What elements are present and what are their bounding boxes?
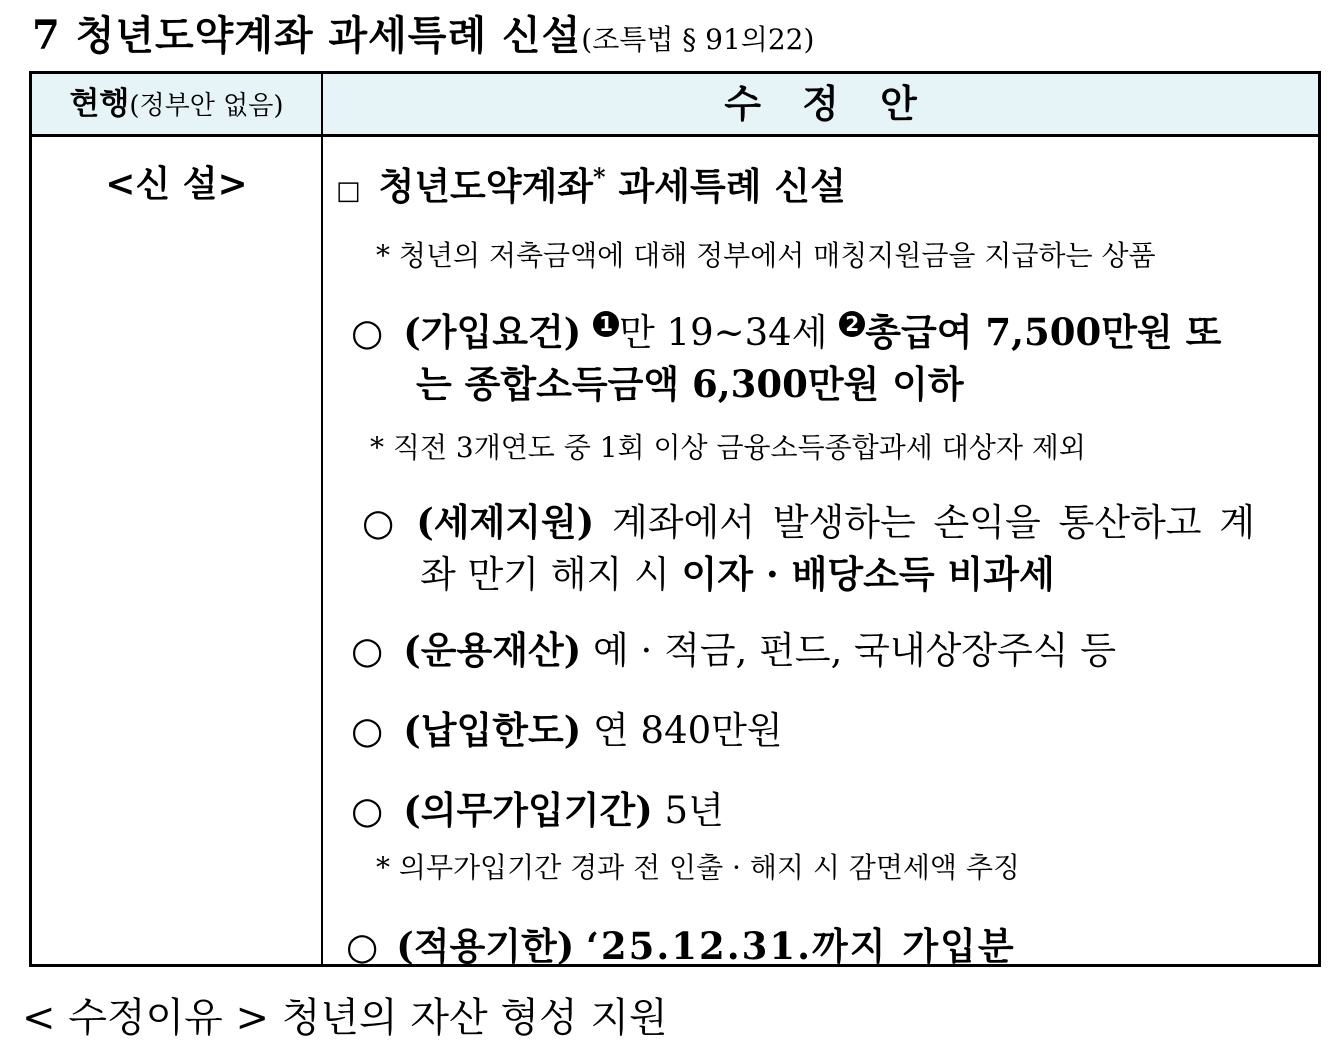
join-marker: ○ [351, 311, 384, 354]
headline-marker: □ [336, 176, 361, 206]
header-revision: 수 정 안 [724, 81, 917, 126]
revision-reason [22, 986, 668, 1043]
join-salary: 총급여 7,500만원 또 [865, 310, 1222, 354]
limit-label: (납입한도) [403, 708, 582, 752]
number-two-icon: 2 [839, 311, 865, 337]
tax-text-plain: 좌 만기 해지 시 [420, 553, 670, 596]
join-continued: 는 종합소득금액 6,300만원 이하 [416, 362, 964, 406]
tax-label: (세제지원) [416, 500, 595, 544]
tax-marker: ○ [362, 501, 395, 544]
period-note: * 의무가입기간 경과 전 인출 · 해지 시 감면세액 추징 [376, 851, 1020, 884]
asset-label: (운용재산) [403, 628, 582, 672]
join-age: 만 19~34세 [619, 311, 828, 354]
deadline-marker: ○ [346, 925, 379, 968]
section-title [32, 4, 814, 61]
period-label: (의무가입기간) [403, 788, 653, 832]
deadline-text: ‘25.12.31.까지 가입분 [586, 924, 1016, 968]
headline-text: 청년도약계좌 [378, 164, 594, 208]
headline-row [336, 156, 846, 210]
asset-marker: ○ [351, 629, 384, 672]
join-note: * 직전 3개연도 중 1회 이상 금융소득종합과세 대상자 제외 [370, 431, 1086, 464]
asset-text: 예 · 적금, 펀드, 국내상장주식 등 [593, 629, 1117, 672]
column-divider [321, 74, 323, 964]
deadline-row [346, 916, 1016, 970]
period-marker: ○ [351, 789, 384, 832]
reason-text: 청년의 자산 형성 지원 [281, 995, 668, 1041]
number-one-icon: 1 [593, 311, 619, 337]
period-text: 5년 [664, 789, 724, 832]
title-law-ref: (조특법 § 91의22) [581, 23, 815, 56]
headline-note: * 청년의 저축금액에 대해 정부에서 매칭지원금을 지급하는 상품 [376, 239, 1156, 272]
join-row [351, 302, 1221, 356]
limit-row [351, 700, 783, 754]
limit-text: 연 840만원 [593, 709, 783, 752]
current-cell-new: <신 설> [105, 163, 248, 205]
headline-star: * [593, 162, 606, 192]
tax-continued [420, 544, 1055, 598]
asset-row [351, 620, 1116, 674]
limit-marker: ○ [351, 709, 384, 752]
reason-label: < 수정이유 > [22, 995, 270, 1041]
header-current [32, 74, 321, 134]
join-label: (가입요건) [403, 310, 582, 354]
tax-row [362, 492, 1255, 546]
tax-text: 계좌에서 발생하는 손익을 통산하고 계 [612, 501, 1255, 544]
headline-rest: 과세특례 신설 [618, 164, 846, 208]
header-current-label: 현행 [69, 86, 130, 122]
deadline-label: (적용기한) [396, 924, 575, 968]
header-current-note: (정부안 없음) [129, 91, 284, 121]
period-row [351, 780, 724, 834]
table-header [32, 74, 1318, 137]
amendment-table [29, 71, 1321, 967]
tax-text-bold: 이자 · 배당소득 비과세 [681, 552, 1055, 596]
title-main: 7 청년도약계좌 과세특례 신설 [32, 12, 582, 59]
